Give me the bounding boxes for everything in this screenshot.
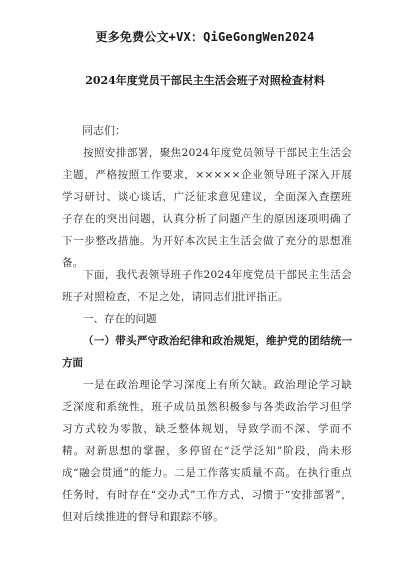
promo-header: 更多免费公文+VX：QiGeGongWen2024 [95, 30, 315, 44]
body-paragraph: 一是在政治理论学习深度上有所欠缺。政治理论学习缺乏深度和系统性，班子成员虽然积极参与各类政治学习但学习方式较为零散，缺乏整体规划，导致学而不深、学而不精。对新思想的掌握，多停留在“泛学泛知”阶段，尚未形成“融会贯通”的能力。二是工作落实质量不高。在执行重点任务时，有时存在“交办式”工作方式，习惯于“安排部署”，但对后续推进的督导和跟踪不够。 [62, 379, 352, 523]
intro-paragraph: 按照安排部署，聚焦2024年度党员领导干部民主生活会主题，严格按照工作要求，×××××企业领导班子深入开展学习研讨、谈心谈话，广泛征求意见建议，全面深入查摆班子存在的突出问题，认真分析了问题产生的原因逐项明确了下一步整改措施。为开好本次民主生活会做了充分的思想准备。 [62, 147, 352, 269]
subsection-heading: （一）带头严守政治纪律和政治规矩，维护党的团结统一方面 [62, 335, 352, 369]
statement-paragraph: 下面，我代表领导班子作2024年度党员干部民主生活会班子对照检查，不足之处，请同志们批评指正。 [62, 269, 352, 303]
salutation: 同志们： [82, 124, 126, 137]
document-title: 2024年度党员干部民主生活会班子对照检查材料 [85, 74, 325, 87]
section-heading: 一、存在的问题 [83, 313, 157, 325]
